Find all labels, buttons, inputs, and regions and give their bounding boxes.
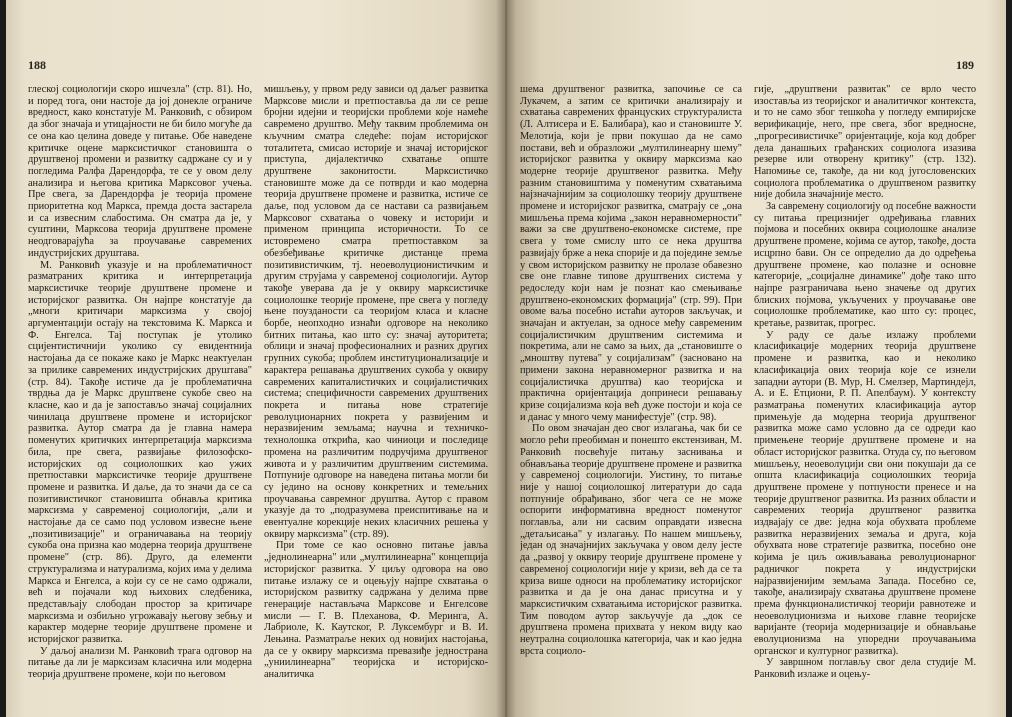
text-column <box>754 84 976 694</box>
paragraph: гије, „друштвени развитак" се врло често изоставља из теоријског и аналитичког контекста, и то не само због тешкоћа у погледу емпиријске верификације, него, пре свега, због вредносне, „прогресивистичке" оријентације, која код добрег дела данашњих грађанских социолога изазива резерве или отворену критику" (стр. 132). Напомиње се, такође, да ни код југословенских социолога проблематика о друштвеном развитку није добила значајније место. <box>754 84 976 201</box>
paragraph: У завршном поглављу свог дела студије М. Ранковић излаже и оцењу- <box>754 657 976 681</box>
page-number-left: 188 <box>28 58 46 72</box>
right-page <box>506 0 1006 717</box>
paragraph: За савремену социологију од посебне важности су питања прецизнијег одређивања главних појмова и посебних оквира социолошке анализе друштвене промене, којима се аутор, такође, доста исцрпно бави. Он се определио да до одређења друштвене промене, као полазне и основне категорије, „социјалне динамике" дође тако што најпре разграничава њено значење од других блиских појмова, укључених у проучавање ове социолошке проблематике, као што су: процес, кретање, развитак, прогрес. <box>754 201 976 330</box>
paragraph: При томе се као основно питање јавља „једнолинеарна" или „мултилинеарна" концепција историјског развитка. У циљу одговора на ово питање излажу се и оцењују најпре схватања о историјском развитку садржана у делима прве генерације настављача Марксове и Енгелсове мисли — Г. В. Плеханова, Ф. Меринга, А. Лабриоле, К. Каутског, Р. Луксембург и В. И. Лењина. Разматраље неких од новијих настојања, да се у оквиру марксизма превазиђе једнострана „униилинеарна" теоријска и историјско-аналитичка <box>264 540 488 681</box>
paragraph: мишљењу, у првом реду зависи од даљег развитка Марксове мисли и претпоставља да ли се реше бројни идејни и теоријски проблеми које намеће савремено друштво. Међу таквим проблемима он кључним сматра следеће: појам историјског тоталитета, смисао историје и значај историјског приступа, дијалектичко схватање опште друштвене законитости. Марксистичко становиште може да се потврди и као модерна теорија друштвене промене и развитка, истиче се даље, под условом да се настави са развијањем Марксовог схватања о човеку и историји и применом принципа историчности. То се истовремено сматра претпоставком за обезбеђивање критичке дистанце према позитивистичким, тј. неоеволуционистичким и другим струјама у савременој социологији. Аутор такође уверава да је у оквиру марксистичке социолошке теорије промене, пре свега у погледу њене поузданости са теоријом класа и класне борбе, неопходно изнаћи одговоре на неколико битних питања, као што су: значај ауторитета; облици и значај професионалних и разних других групних сукоба; проблем институционализације и карактера решавања друштвених сукоба у оквиру савремених капиталистичких и социјалистичких система; специфичности савремених друштвених покрета и питања нове стратегије револуционарних покрета у развијеним и неразвијеним земљама; научна и техничко-технолошка открића, као чиниоци и последице промена на различитим подручјима друштвеног живота и у различитим друштвеним системима. Потпуније одговоре на наведена питања могли би су једино на основу конкретних и темељних проучавања савремног друштва. Аутор с правом указује да то „подразумева преиспитивање на и евентуалне корекције неких класичних решења у оквиру марксизма" (стр. 89). <box>264 84 488 540</box>
paragraph: М. Ранковић указује и на проблематичност разматраних критика и интерпретација марксистичке теорије друштвене промене и историјског развитка. Он најпре констатује да „многи критичари марксизма у својој аргументацији остају на текстовима К. Маркса и Ф. Енгелса. Тај поступак је утолико сцијентистичнији уколико су евидентнија настојања да се покаже како је Маркс неактуелан за прилике савремених индустријских друштава" (стр. 84). Такође истиче да је проблематична тврдња да је Маркс друштвене сукобе свео на класне, као и да је запостављо значај социјалних чинилаца друштвене промене и историјског развитка. Аутор сматра да је главна намера поменутих критичких интерпретација марксизма била, пре свега, развијање филозофско-историјских од социолошких као ужих претпоставки марксистичке теорије друштвене промене и развитка. И даље, да то значи да се са позитивистичког становишта обнавља критика марксизма у савременој социологији, „али и настојање да се само под условом извесне њене „позитивизације" и ограничавања на теорију сукоба она призна као модерна теорија друштвене промене" (стр. 86). Друго, да елементи структурализма и натурализма, којих има у делима Маркса и Енгелса, а који су се не само одржали, већ и појачали код њихових следбеника, представљају слободан простор за критичаре марксизма и озбиљно угрожавају његову зебњу и карактер модерне теорије друштвене промене и историјског развитка. <box>28 259 252 646</box>
paragraph: шема друштвеног развитка, започиње се са Лукачем, а затим се критички анализирају и схватања савремених француских структуралиста (Л. Алтисера и Е. Балибара), као и становиште У. Мелотија, који је први покушао да не само постави, већ и образложи „мултилинеарну шему" историјског развитка у оквиру марксизма као модерне теорије друштвеног развитка. Међу разним становиштима у поменутим схватањима најзначајнијим за социолошку теорију друштвене промене и историјског развитка, сматрају се „она мишљења према којима „закон неравномерности" важи за све друштвено-економске системе, пре свега у томе смислу што се нека друштва развијају брже а нека спорије и да поједине земље у свом историјском развитку не пролазе обавезно све оне главне типове друштвених система у редоследу који нам је познат као смењивање друштвено-економских формација" (стр. 99). При овоме ваља посебно истаћи ауторов закључак, и значајан и актуелан, за односе међу савременим социјалистичким друштвеним системима и покретима, али не само за њих, да „становиште о „мноштву путева" у социјализам" (засновано на примени закона неравномерног развитка и на социјалистичка друштва) као теоријска и практична оријентација допринеси решавању кризе социјализма која већ дуже постоји и која се и данас у много чему манифестује" (стр. 98). <box>520 84 742 423</box>
page-number-right: 189 <box>956 58 974 72</box>
paragraph: глеској социологији скоро ишчезла" (стр. 81). Но, и поред тога, они настоје да јој донекле ограниче вредност, како констатује М. Ранковић, с обзиром да због значаја и утицајности не би било могуће да се она као целина доведе у питање. Обе наведене критичке оцене марксистичког становишта о друштвеној промени и развитку садржане су и у погледима Ралфа Дарендорфа, те се у овом делу анализира и његова критика Марксовог учења. Пре свега, за Дарендорфа је теорија промене приоритетна код Маркса, премда доста застарела и са извесним слабостима. Он сматра да је, у суштини, Марксова теорија друштвене промене неодговарајућа за проучавање савремених индустријских друштава. <box>28 84 252 259</box>
right-page-columns <box>520 84 976 694</box>
text-column <box>264 84 488 694</box>
paragraph: По овом значајан део свог излагања, чак би се могло рећи преобиман и понешто екстензиван, М. Ранковић посвећује питању заснивања и обнављања теорије друштвене промене и развитка у савременој социологији. Уистину, то питање није у нашој социолошкој литератури до сада потпуније обрађивано, због чега се не може оспорити информативна вредност поменутог поглавља, али ни сасвим оправдати извесна „детаљисања" у излагању. По нашем мишљењу, један од значајнијих закључака у овом делу јесте да „развој у оквиру теорије друштвене промене у савременој социологији није у кризи, већ да се та криза више односи на проблематику историјског развитка и да је она данас присутна и у марксистичким схватањима историјског развитка. Тим поводом аутор закључује да „док се друштвена промена прихвата у неком виду као неутрална социолошка категорија, чак и као једна врста социоло- <box>520 423 742 657</box>
paragraph: У раду се даље излажу проблеми класификације модерних теорија друштвене промене и развитка, као и неколико класификација ових теорија које се изнели западни аутори (В. Мур, Н. Смелзер, Мартиндејл, А. и Е. Етциони, Р. П. Апелбаум). У контексту разматрања поменутих класификација аутор примењује да модерна теорија друштвеног развитка може само условно да се одреди као примењене теорије друштвене промене и на област историјског развитка. Отуда су, по његовом мишљењу, неоеволуцији сви они покушаји да се општа класификација социолошких теорија друштвене промене у потпуности пренесе и на теорије друштвеног развитка. Из разних области и савремених теорија друштвеног развитка издвајају се две: једна која обухвата проблеме развитка неразвијених земаља и друга, која обухвата нове стратегије развитка, посебно оне којима је циљ оживљавања револуционарног радничког покрета у индустријски најразвијенијим земљама Запада. Посебно се, такође, анализирају схватања друштвене промене према функционалистичкој теорији равнотеже и неоеволуционизма и њихове главне теоријске варијанте (теорија модернизације и обнављање еволуционизма на упоредни проучавањима органског и културног развитка). <box>754 329 976 657</box>
left-page-columns <box>28 84 488 694</box>
paragraph: У даљој анализи М. Ранковић трага одговор на питање да ли је марксизам класична или модерна теорија друштвене промене, који по његовом <box>28 645 252 681</box>
text-column <box>28 84 252 694</box>
left-page <box>6 0 506 717</box>
text-column <box>520 84 742 694</box>
